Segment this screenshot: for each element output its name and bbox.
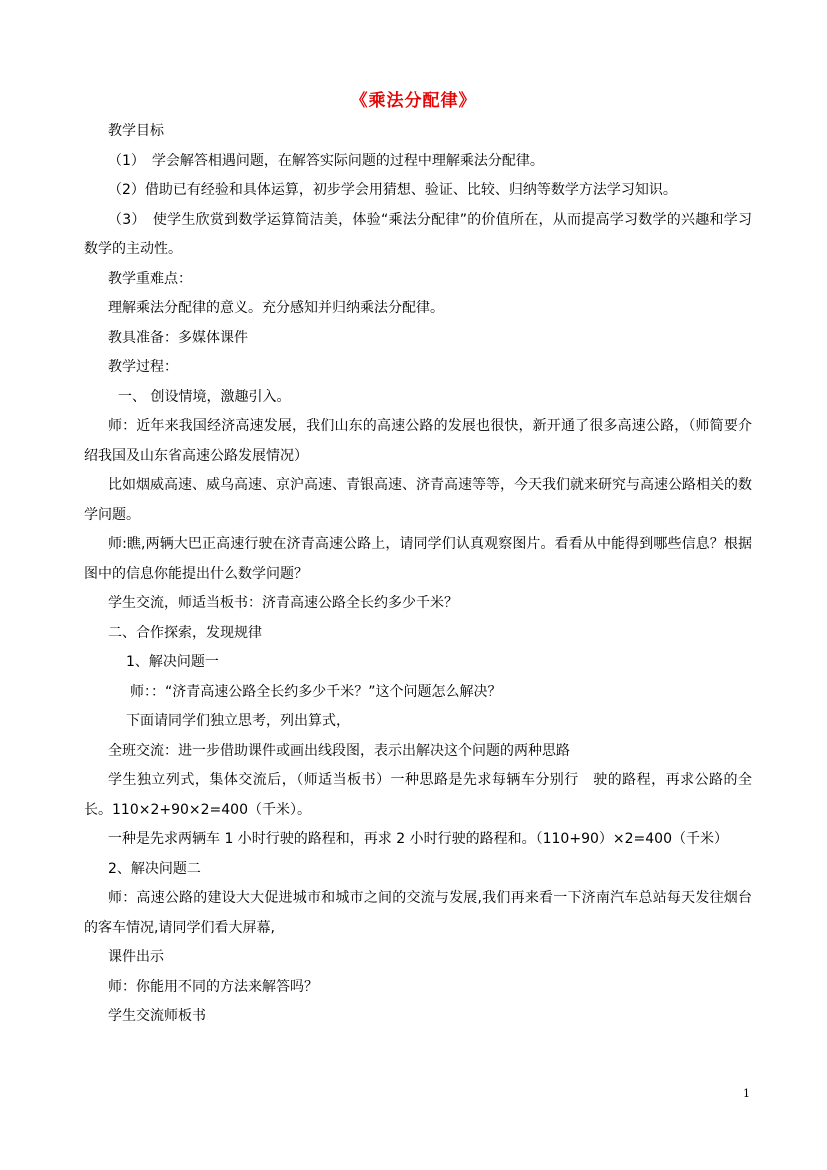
paragraph-teaching-goals: 教学目标 bbox=[108, 123, 164, 139]
page-number: 1 bbox=[743, 1087, 750, 1100]
paragraph-courseware: 课件出示 bbox=[108, 949, 164, 965]
paragraph-method-2: 一种是先求两辆车 1 小时行驶的路程和，再求 2 小时行驶的路程和。（110+90）×2=400（千米） bbox=[108, 831, 728, 847]
paragraph-student-exchange: 学生交流，师适当板书：济青高速公路全长约多少千米？ bbox=[108, 595, 458, 611]
document-body bbox=[84, 117, 752, 1032]
paragraph-teacher-highway: 师：高速公路的建设大大促进城市和城市之间的交流与发展,我们再来看一下济南汽车总站每天发往烟台的客车情况,请同学们看大屏幕, bbox=[84, 890, 752, 936]
paragraph-goal-3: （3） 使学生欣赏到数学运算简洁美，体验“乘法分配律”的价值所在，从而提高学习数学的兴趣和学习数学的主动性。 bbox=[84, 211, 752, 257]
paragraph-class-exchange: 全班交流：进一步借助课件或画出线段图，表示出解决这个问题的两种思路 bbox=[108, 742, 570, 759]
paragraph-teacher-intro: 师：近年来我国经济高速发展，我们山东的高速公路的发展也很快，新开通了很多高速公路，（师简要介绍我国及山东省高速公路发展情况） bbox=[84, 418, 752, 464]
paragraph-goal-2: （2）借助已有经验和具体运算，初步学会用猜想、验证、比较、归纳等数学方法学习知识。 bbox=[108, 182, 677, 198]
paragraph-section-1-heading: 一、 创设情境，激趣引入。 bbox=[118, 388, 291, 405]
paragraph-independent-thinking: 下面请同学们独立思考，列出算式， bbox=[126, 713, 350, 729]
paragraph-problem-1-heading: 1、解决问题一 bbox=[126, 654, 219, 670]
paragraph-teacher-observe: 师:瞧,两辆大巴正高速行驶在济青高速公路上，请同学们认真观察图片。看看从中能得到哪些信息？根据图中的信息你能提出什么数学问题？ bbox=[84, 536, 752, 582]
paragraph-key-points: 理解乘法分配律的意义。充分感知并归纳乘法分配律。 bbox=[108, 300, 444, 316]
paragraph-process-heading: 教学过程： bbox=[108, 359, 178, 375]
document-title: 《乘法分配律》 bbox=[350, 91, 477, 111]
paragraph-key-points-heading: 教学重难点： bbox=[108, 270, 192, 287]
paragraph-problem-2-heading: 2、解决问题二 bbox=[108, 860, 201, 877]
paragraph-highway-examples: 比如烟威高速、威乌高速、京沪高速、青银高速、济青高速等等，今天我们就来研究与高速公路相关的数学问题。 bbox=[84, 477, 752, 523]
paragraph-teaching-aids: 教具准备：多媒体课件 bbox=[108, 329, 248, 346]
paragraph-method-1: 学生独立列式，集体交流后，（师适当板书）一种思路是先求每辆车分别行 驶的路程，再求公路的全长。110×2+90×2=400（千米）。 bbox=[84, 772, 752, 818]
paragraph-goal-1: （1） 学会解答相遇问题，在解答实际问题的过程中理解乘法分配律。 bbox=[108, 152, 544, 169]
paragraph-student-board: 学生交流师板书 bbox=[108, 1008, 206, 1024]
paragraph-section-2-heading: 二、合作探索，发现规律 bbox=[108, 624, 262, 641]
paragraph-teacher-different-methods: 师：你能用不同的方法来解答吗？ bbox=[108, 978, 318, 995]
paragraph-teacher-question: 师：：“济青高速公路全长约多少千米？”这个问题怎么解决？ bbox=[130, 683, 502, 700]
